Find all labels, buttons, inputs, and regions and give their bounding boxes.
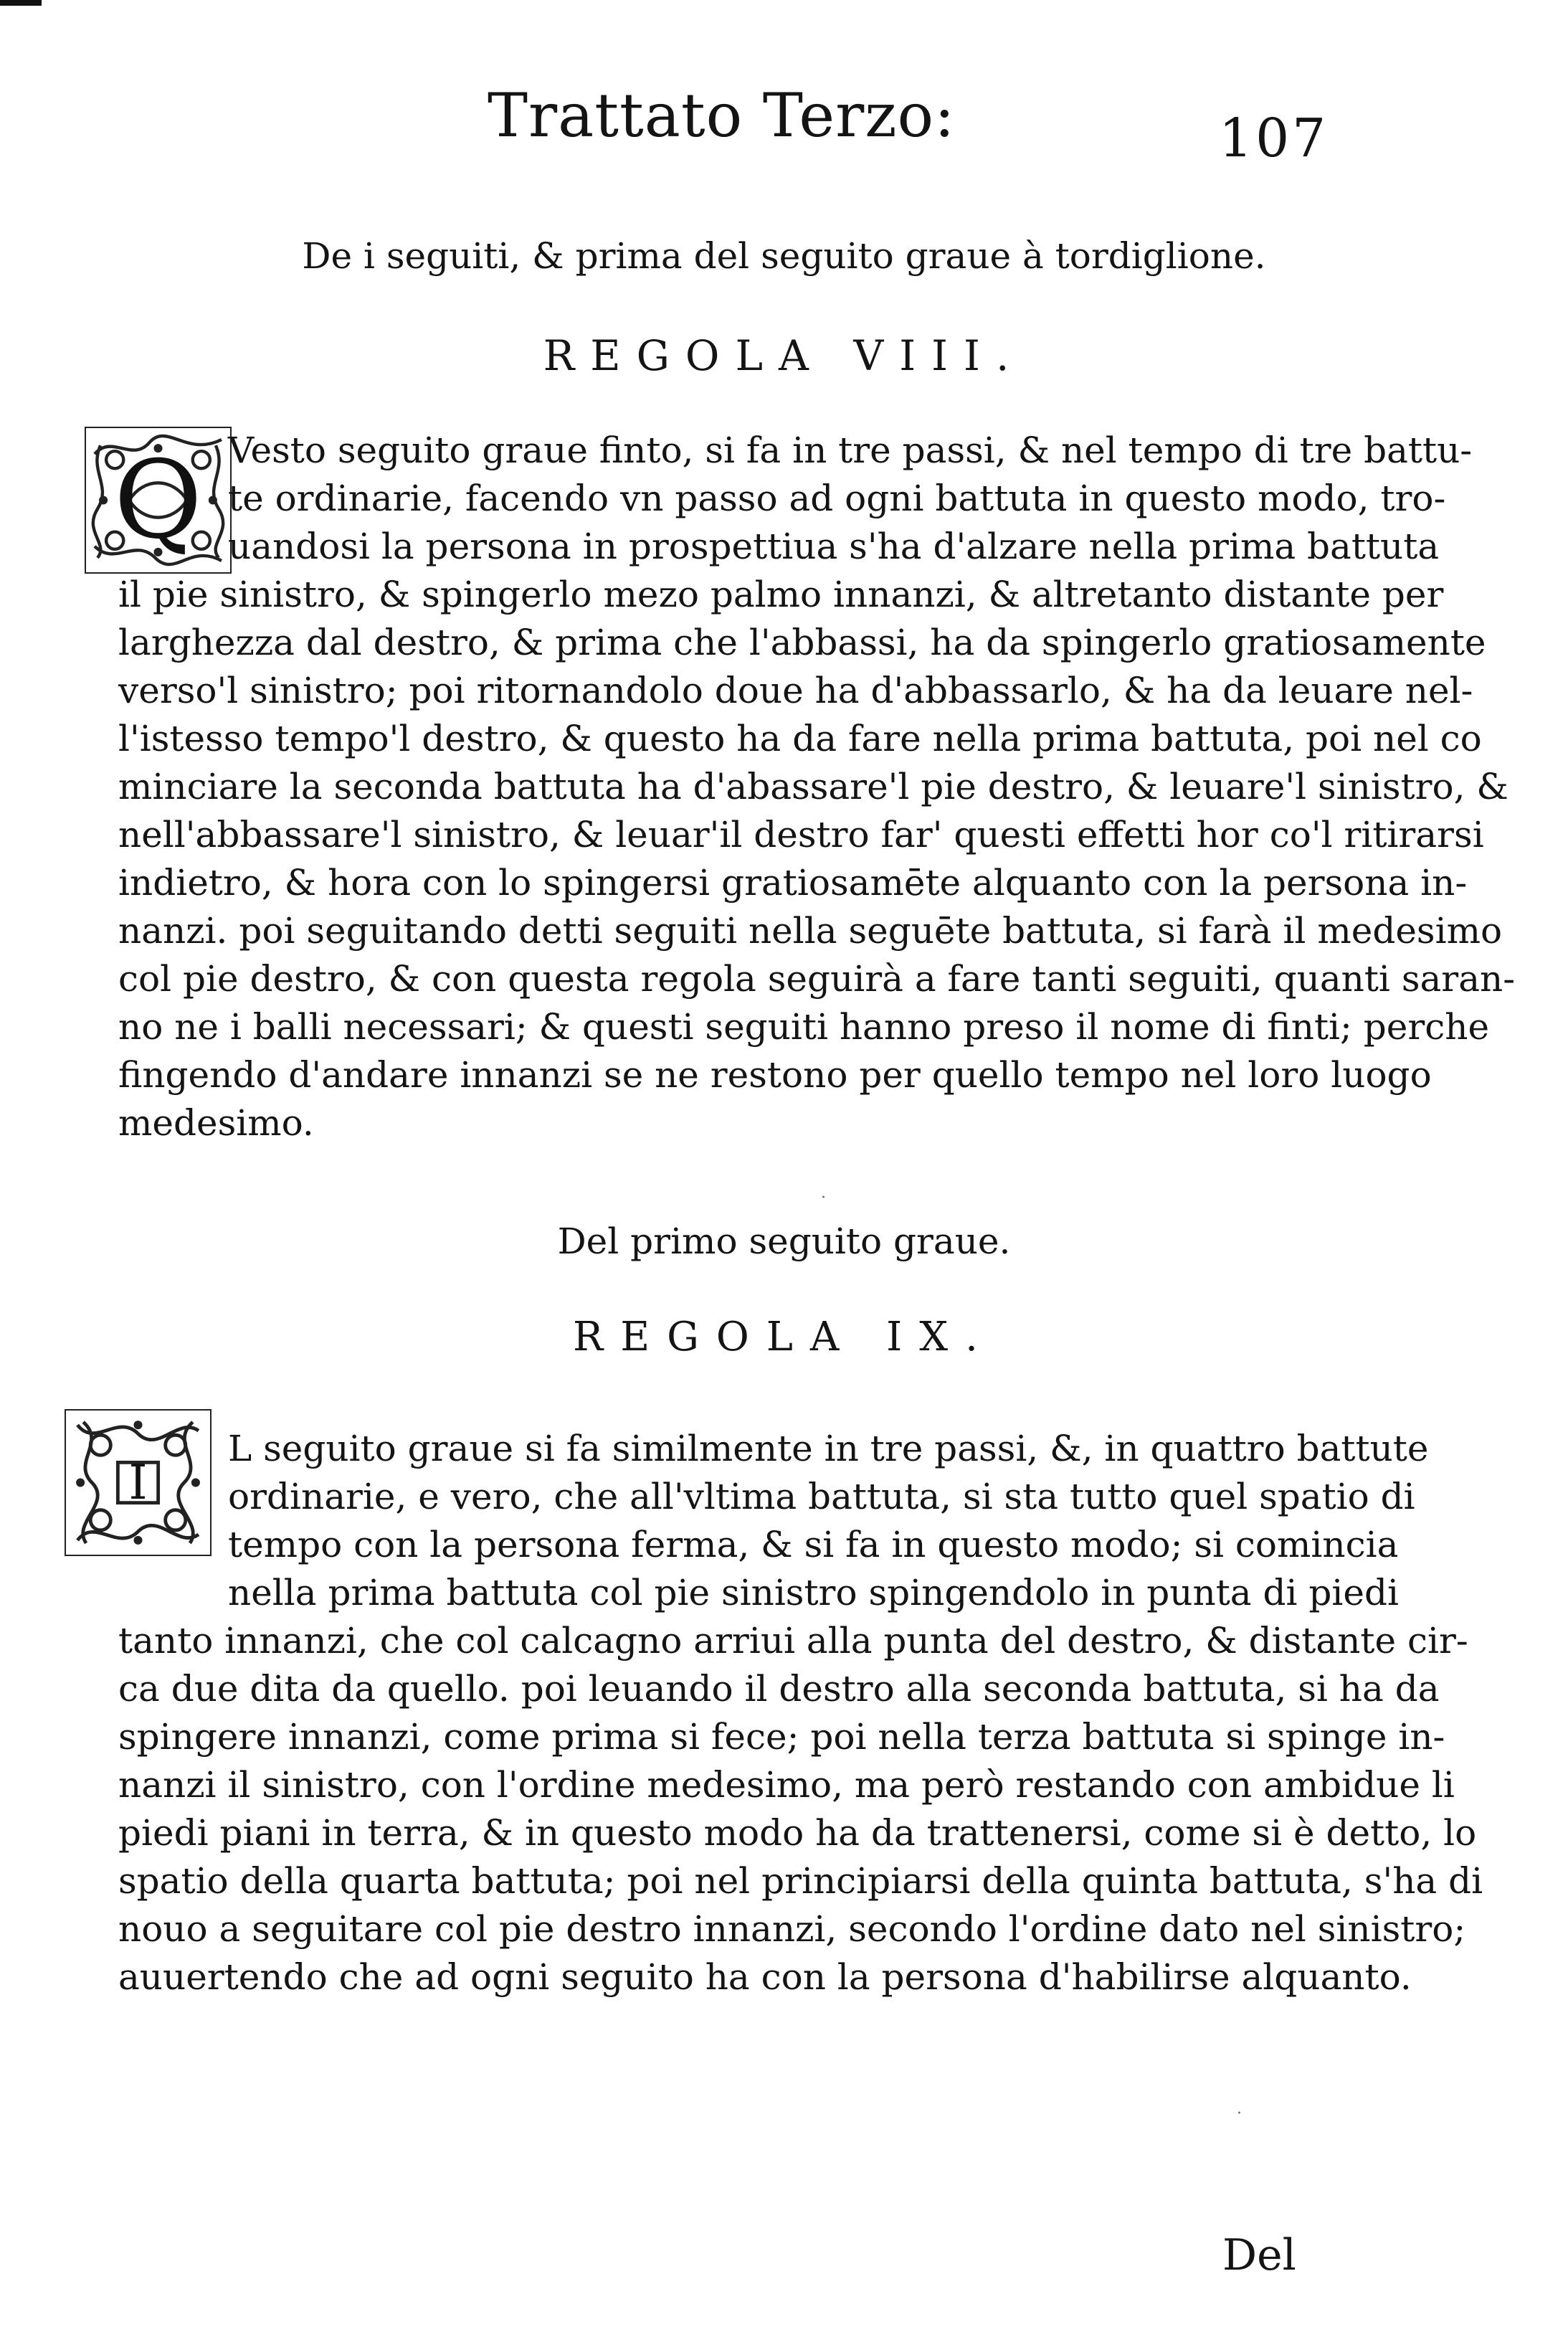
text-line: auuertendo che ad ogni seguito ha con la persona d'habilirse alquanto. <box>118 1956 1412 1998</box>
text-line: minciare la seconda battuta ha d'abassare'l pie destro, & leuare'l sinistro, & <box>118 766 1508 807</box>
text-line: tempo con la persona ferma, & si fa in questo modo; si comincia <box>228 1524 1399 1565</box>
section-1-heading: De i seguiti, & prima del seguito graue à tordiglione. <box>302 235 1266 277</box>
text-line: no ne i balli necessari; & questi seguiti hanno preso il nome di finti; perche <box>118 1006 1490 1048</box>
text-line: tanto innanzi, che col calcagno arriui alla punta del destro, & distante cir- <box>118 1620 1468 1662</box>
catchword: Del <box>1222 2230 1296 2280</box>
text-line: ca due dita da quello. poi leuando il destro alla seconda battuta, si ha da <box>118 1668 1440 1710</box>
page-number: 107 <box>1219 108 1329 169</box>
text-line: indietro, & hora con lo spingersi gratiosamēte alquanto con la persona in- <box>118 862 1468 904</box>
text-line: nella prima battuta col pie sinistro spingendolo in punta di piedi <box>228 1572 1399 1613</box>
ink-speck: · <box>1237 2105 1242 2123</box>
corner-ink-mark <box>0 0 42 6</box>
text-line: Vesto seguito graue finto, si fa in tre passi, & nel tempo di tre battu- <box>228 430 1473 471</box>
text-line: nanzi il sinistro, con l'ordine medesimo, ma però restando con ambidue li <box>118 1764 1455 1806</box>
section-2-rule-label: REGOLA IX. <box>573 1314 995 1360</box>
text-line: nanzi. poi seguitando detti seguiti nella seguēte battuta, si farà il medesimo <box>118 910 1503 952</box>
text-line: uandosi la persona in prospettiua s'ha d'alzare nella prima battuta <box>228 526 1440 567</box>
text-line: ordinarie, e vero, che all'vltima battuta, si sta tutto quel spatio di <box>228 1476 1415 1517</box>
text-line: spingere innanzi, come prima si fece; poi nella terza battuta si spinge in- <box>118 1716 1445 1758</box>
section-1-rule-label: REGOLA VIII. <box>543 331 1025 380</box>
section-2-heading: Del primo seguito graue. <box>557 1220 1011 1262</box>
text-line: te ordinarie, facendo vn passo ad ogni battuta in questo modo, tro- <box>228 478 1446 519</box>
text-line: L seguito graue si fa similmente in tre passi, &, in quattro battute <box>228 1428 1429 1469</box>
decorated-initial-q <box>85 427 232 574</box>
running-head: Trattato Terzo: <box>488 80 956 151</box>
text-line: l'istesso tempo'l destro, & questo ha da fare nella prima battuta, poi nel co <box>118 718 1482 759</box>
text-line: nouo a seguitare col pie destro innanzi, secondo l'ordine dato nel sinistro; <box>118 1908 1466 1950</box>
text-line: medesimo. <box>118 1102 314 1144</box>
text-line: verso'l sinistro; poi ritornandolo doue ha d'abbassarlo, & ha da leuare nel- <box>118 670 1473 711</box>
text-line: fingendo d'andare innanzi se ne restono per quello tempo nel loro luogo <box>118 1054 1432 1096</box>
text-line: col pie destro, & con questa regola seguirà a fare tanti seguiti, quanti saran- <box>118 958 1516 1000</box>
text-line: il pie sinistro, & spingerlo mezo palmo innanzi, & altretanto distante per <box>118 574 1444 615</box>
initial-letter: I <box>128 1455 148 1510</box>
text-line: nell'abbassare'l sinistro, & leuar'il destro far' questi effetti hor co'l ritirarsi <box>118 814 1484 855</box>
text-line: larghezza dal destro, & prima che l'abbassi, ha da spingerlo gratiosamente <box>118 622 1486 663</box>
ink-speck: · <box>821 1189 826 1207</box>
text-line: piedi piani in terra, & in questo modo ha da trattenersi, come si è detto, lo <box>118 1812 1477 1854</box>
text-line: spatio della quarta battuta; poi nel principiarsi della quinta battuta, s'ha di <box>118 1860 1483 1902</box>
initial-letter: Q <box>114 437 202 563</box>
decorated-initial-i <box>65 1409 212 1556</box>
